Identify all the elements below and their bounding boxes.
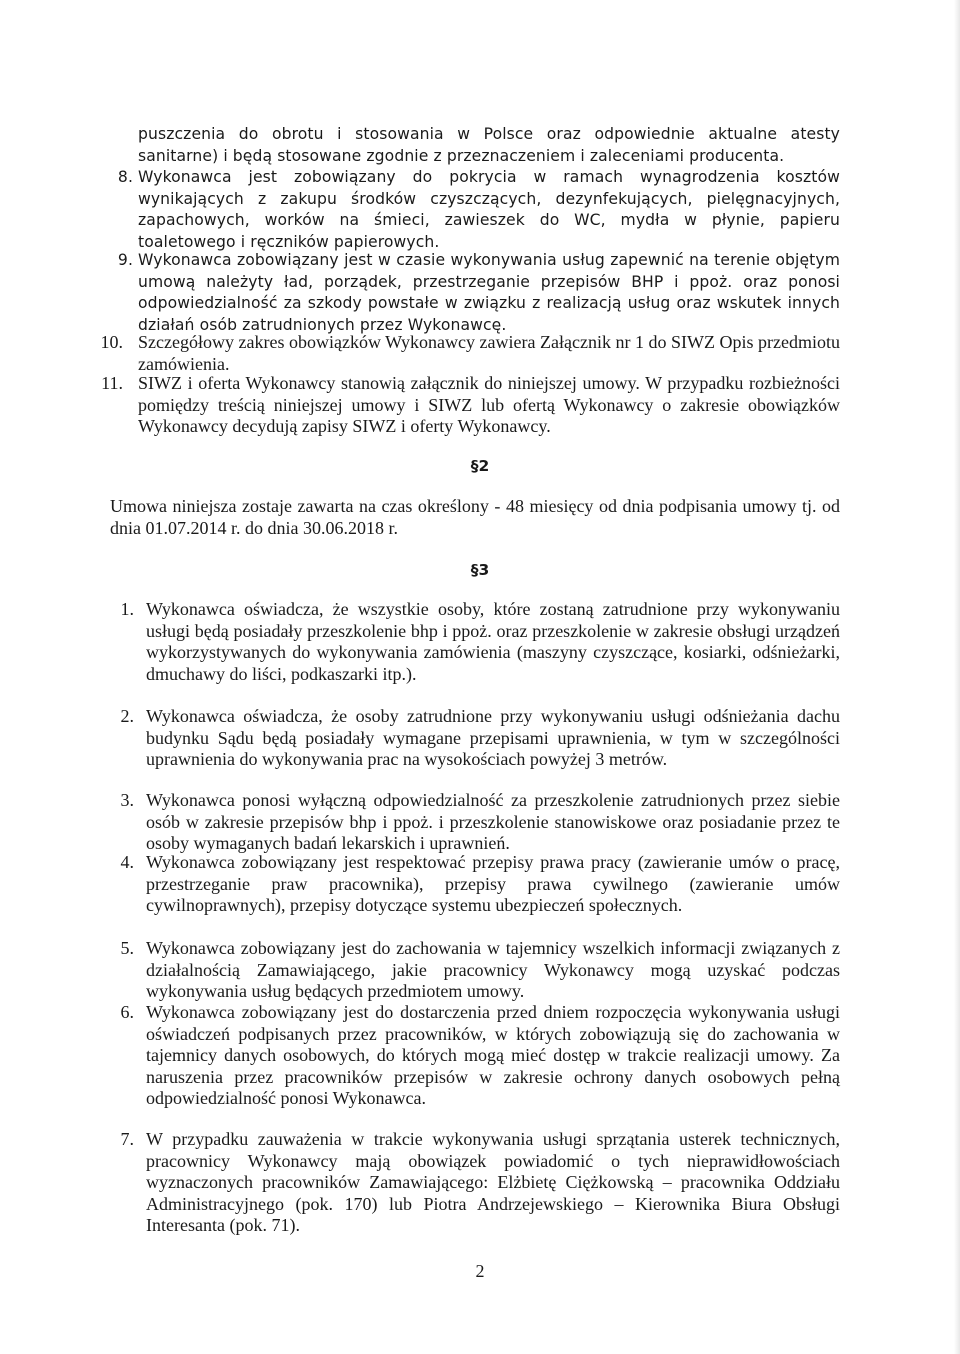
list-item-text: Wykonawca zobowiązany jest do zachowania w tajemnicy wszelkich informacji związanych z działalnością Zamawiającego, jakie pracownicy Wykonawcy mogą uzyskać podczas wykonywania usług będących przedmiotem umowy.	[146, 938, 840, 1002]
list-item-text: SIWZ i oferta Wykonawcy stanowią załącznik do niniejszej umowy. W przypadku rozbieżności pomiędzy treścią niniejszej umowy i SIWZ lub ofertą Wykonawcy o zakresie obowiązków Wykonawcy decydują zapisy SIWZ i oferty Wykonawcy.	[138, 373, 840, 437]
list-item-number: 11.	[101, 373, 123, 393]
list-item-text: Wykonawca ponosi wyłączną odpowiedzialność za przeszkolenie zatrudnionych przez siebie osób w zakresie przepisów bhp i ppoż. i przeszkolenie stanowiskowe oraz posiadanie przez te osoby wymaganych badań lekarskich i uprawnień.	[146, 790, 840, 854]
section-heading: §3	[470, 561, 490, 579]
list-item-number: 5.	[120, 938, 134, 958]
list-item-number: 8.	[117, 168, 133, 186]
page-number: 2	[475, 1261, 485, 1281]
list-item-text: W przypadku zauważenia w trakcie wykonywania usługi sprzątania usterek technicznych, pracownicy Wykonawcy mają obowiązek powiadomić o tych nieprawidłowościach wyznaczonych pracowników Zamawiającego: Elżbietę Ciężkowską – pracownika Oddziału Administracyjnego (pok. 170) lub Piotra Andrzejewskiego – Kierownika Biura Obsługi Interesanta (pok. 71).	[146, 1129, 840, 1236]
list-item-number: 9.	[117, 251, 133, 269]
list-item-text: Wykonawca oświadcza, że osoby zatrudnione przy wykonywaniu usługi odśnieżania dachu budynku Sądu będą posiadały wymagane przepisami uprawnienia, w tym w szczególności uprawnienia do wykonywania prac na wysokościach powyżej 3 metrów.	[146, 706, 840, 770]
list-item-number: 6.	[120, 1002, 134, 1022]
list-item-text: Wykonawca zobowiązany jest w czasie wykonywania usług zapewnić na terenie objętym umową należyty ład, porządek, przestrzeganie przepisów BHP i ppoż. oraz ponosi odpowiedzialność za szkody powstałe w związku z realizacją usług oraz wskutek innych działań osób zatrudnionych przez Wykonawcę.	[138, 251, 840, 334]
list-item-number: 7.	[120, 1129, 134, 1149]
section-paragraph: Umowa niniejsza zostaje zawarta na czas określony - 48 miesięcy od dnia podpisania umowy tj. od dnia 01.07.2014 r. do dnia 30.06.2018 r.	[110, 496, 840, 538]
list-item-text: Wykonawca jest zobowiązany do pokrycia w ramach wynagrodzenia kosztów wynikających z zakupu środków czyszczących, dezynfekujących, pielęgnacyjnych, zapachowych, worków na śmieci, zawieszek do WC, mydła w płynie, papieru toaletowego i ręczników papierowych.	[138, 168, 840, 251]
list-item-text: Wykonawca zobowiązany jest do dostarczenia przed dniem rozpoczęcia wykonywania usługi oświadczeń podpisanych przez pracowników, w których zobowiązują się do zachowania w tajemnicy danych osobowych, do których mogą mieć dostęp w trakcie realizacji umowy. Za naruszenia przez pracowników przepisów w zakresie ochrony danych osobowych pełną odpowiedzialność ponosi Wykonawca.	[146, 1002, 840, 1109]
list-item-number: 2.	[120, 706, 134, 726]
list-item-number: 10.	[100, 332, 123, 352]
list-item-text: Szczegółowy zakres obowiązków Wykonawcy zawiera Załącznik nr 1 do SIWZ Opis przedmiotu zamówienia.	[138, 332, 840, 374]
list-item-number: 1.	[120, 599, 134, 619]
continuation-paragraph: puszczenia do obrotu i stosowania w Polsce oraz odpowiednie aktualne atesty sanitarne) i będą stosowane zgodnie z przeznaczeniem i zaleceniami producenta.	[138, 125, 840, 165]
scan-edge-shadow	[954, 0, 960, 1354]
list-item-text: Wykonawca zobowiązany jest respektować przepisy prawa pracy (zawieranie umów o pracę, przestrzeganie praw pracownika), przepisy prawa cywilnego (zawieranie umów cywilnoprawnych), przepisy dotyczące systemu ubezpieczeń społecznych.	[146, 852, 840, 916]
section-heading: §2	[470, 457, 490, 475]
list-item-number: 3.	[120, 790, 134, 810]
list-item-text: Wykonawca oświadcza, że wszystkie osoby, które zostaną zatrudnione przy wykonywaniu usługi będą posiadały przeszkolenie bhp i ppoż. oraz przeszkolenie w zakresie obsługi urządzeń wykorzystywanych do wykonywania zamówienia (maszyny czyszczące, kosiarki, odśnieżarki, dmuchawy do liści, podkaszarki itp.).	[146, 599, 840, 684]
list-item-number: 4.	[120, 852, 134, 872]
